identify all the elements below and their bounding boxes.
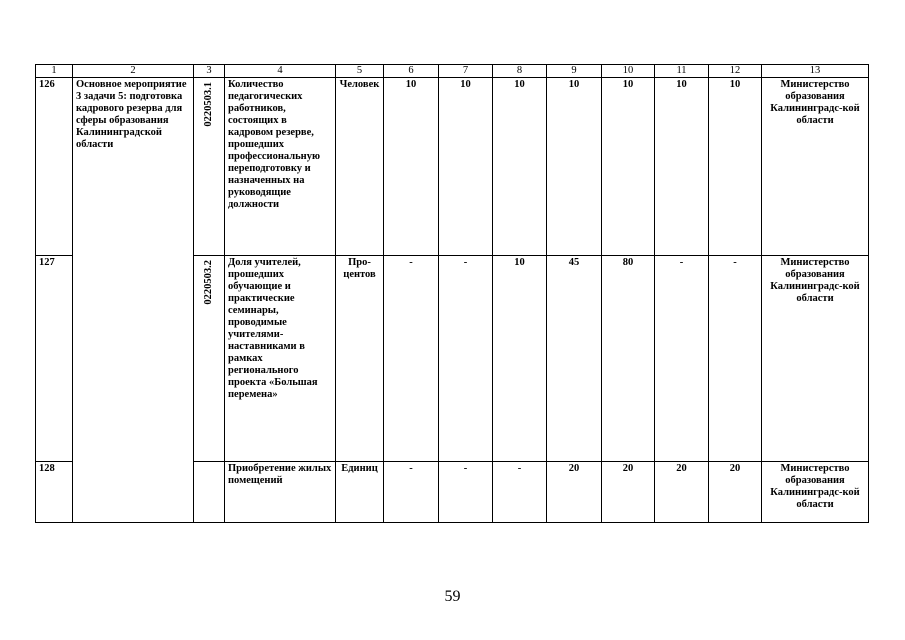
value-10: 10 — [602, 78, 655, 256]
value-7: 10 — [439, 78, 493, 256]
indicator-name: Количество педагогических работников, состоящих в кадровом резерве, прошедших профессиональную переподготовку и назначенных на руководящие должности — [225, 78, 336, 256]
value-12: - — [709, 256, 762, 462]
indicator-name: Доля учителей, прошедших обучающие и практические семинары, проводимые учителями-наставниками в рамках регионального проекта «Большая перемена» — [225, 256, 336, 462]
row-number: 127 — [36, 256, 73, 462]
col-header-10: 10 — [602, 65, 655, 78]
unit: Про-центов — [336, 256, 384, 462]
value-8: 10 — [493, 78, 547, 256]
responsible-org: Министерство образования Калининградс-кой области — [762, 256, 869, 462]
col-header-1: 1 — [36, 65, 73, 78]
value-11: 20 — [655, 462, 709, 523]
col-header-8: 8 — [493, 65, 547, 78]
indicator-code: 0220503.2 — [203, 260, 214, 305]
col-header-9: 9 — [547, 65, 602, 78]
unit: Единиц — [336, 462, 384, 523]
col-header-3: 3 — [194, 65, 225, 78]
col-header-11: 11 — [655, 65, 709, 78]
row-number: 126 — [36, 78, 73, 256]
value-6: 10 — [384, 78, 439, 256]
table-row — [36, 78, 869, 256]
col-header-5: 5 — [336, 65, 384, 78]
value-9: 10 — [547, 78, 602, 256]
unit: Человек — [336, 78, 384, 256]
col-header-2: 2 — [73, 65, 194, 78]
value-8: - — [493, 462, 547, 523]
row-number: 128 — [36, 462, 73, 523]
col-header-4: 4 — [225, 65, 336, 78]
value-10: 20 — [602, 462, 655, 523]
indicator-code-cell — [194, 462, 225, 523]
col-header-6: 6 — [384, 65, 439, 78]
value-9: 45 — [547, 256, 602, 462]
value-6: - — [384, 256, 439, 462]
col-header-12: 12 — [709, 65, 762, 78]
responsible-org: Министерство образования Калининградс-кой области — [762, 78, 869, 256]
value-11: - — [655, 256, 709, 462]
responsible-org: Министерство образования Калининградс-кой области — [762, 462, 869, 523]
value-7: - — [439, 462, 493, 523]
value-12: 20 — [709, 462, 762, 523]
page-number: 59 — [444, 588, 461, 605]
value-9: 20 — [547, 462, 602, 523]
section-name: Основное мероприятие 3 задачи 5: подготовка кадрового резерва для сферы образования Калининградской области — [73, 78, 194, 523]
value-10: 80 — [602, 256, 655, 462]
value-12: 10 — [709, 78, 762, 256]
value-11: 10 — [655, 78, 709, 256]
indicator-code: 0220503.1 — [203, 82, 214, 127]
col-header-13: 13 — [762, 65, 869, 78]
indicator-name: Приобретение жилых помещений — [225, 462, 336, 523]
indicator-code-cell — [194, 256, 225, 462]
col-header-7: 7 — [439, 65, 493, 78]
program-indicators-table — [35, 64, 869, 523]
value-8: 10 — [493, 256, 547, 462]
value-7: - — [439, 256, 493, 462]
header-row — [36, 65, 869, 78]
value-6: - — [384, 462, 439, 523]
indicator-code-cell — [194, 78, 225, 256]
